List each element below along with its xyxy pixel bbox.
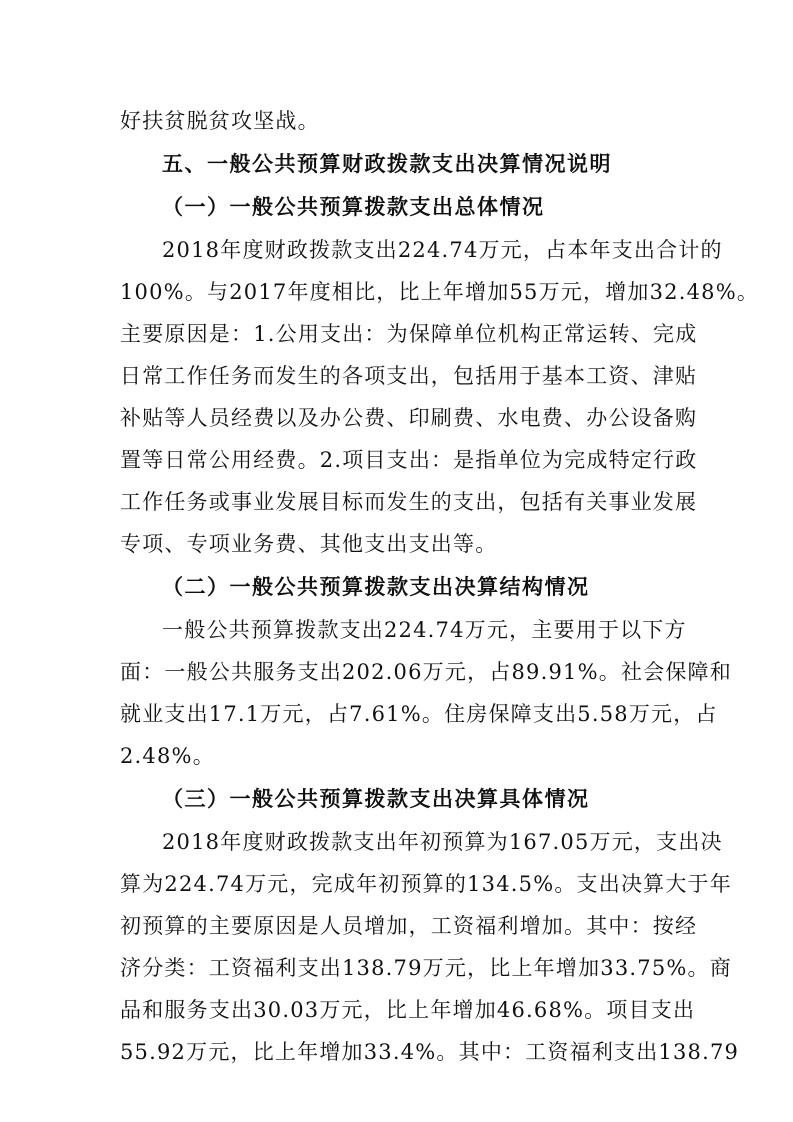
paragraph-line: 品和服务支出30.03万元，比上年增加46.68%。项目支出 [120,998,696,1022]
section-heading: 五、一般公共预算财政拨款支出决算情况说明 [162,151,612,176]
paragraph-line: 100%。与2017年度相比，比上年增加55万元，增加32.48%。 [120,280,760,304]
paragraph-line: 2018年度财政拨款支出224.74万元，占本年支出合计的 [162,238,723,262]
paragraph-line: 工作任务或事业发展目标而发生的支出，包括有关事业发展 [120,490,698,514]
paragraph-line: 好扶贫脱贫攻坚战。 [120,109,320,133]
paragraph-line: 济分类：工资福利支出138.79万元，比上年增加33.75%。商 [120,956,732,980]
subsection-heading: （三）一般公共预算拨款支出决算具体情况 [162,786,590,811]
subsection-heading: （一）一般公共预算拨款支出总体情况 [162,194,545,219]
paragraph-line: 面：一般公共服务支出202.06万元，占89.91%。社会保障和 [120,660,732,684]
paragraph-line: 日常工作任务而发生的各项支出，包括用于基本工资、津贴 [120,364,698,388]
paragraph-line: 专项、专项业务费、其他支出支出等。 [120,532,498,556]
paragraph-line: 补贴等人员经费以及办公费、印刷费、水电费、办公设备购 [120,406,698,430]
paragraph-line: 一般公共预算拨款支出224.74万元，主要用于以下方 [162,618,687,642]
paragraph-line: 主要原因是：1.公用支出：为保障单位机构正常运转、完成 [120,322,698,346]
paragraph-line: 2018年度财政拨款支出年初预算为167.05万元，支出决 [162,830,723,854]
subsection-heading: （二）一般公共预算拨款支出决算结构情况 [162,574,590,599]
paragraph-line: 置等日常公用经费。2.项目支出：是指单位为完成特定行政 [120,448,698,472]
paragraph-line: 算为224.74万元，完成年初预算的134.5%。支出决算大于年 [120,872,732,896]
paragraph-line: 55.92万元，比上年增加33.4%。其中：工资福利支出138.79 [120,1040,740,1064]
paragraph-line: 2.48%。 [120,744,215,768]
paragraph-line: 初预算的主要原因是人员增加，工资福利增加。其中：按经 [120,914,698,938]
paragraph-line: 就业支出17.1万元，占7.61%。住房保障支出5.58万元，占 [120,702,718,726]
